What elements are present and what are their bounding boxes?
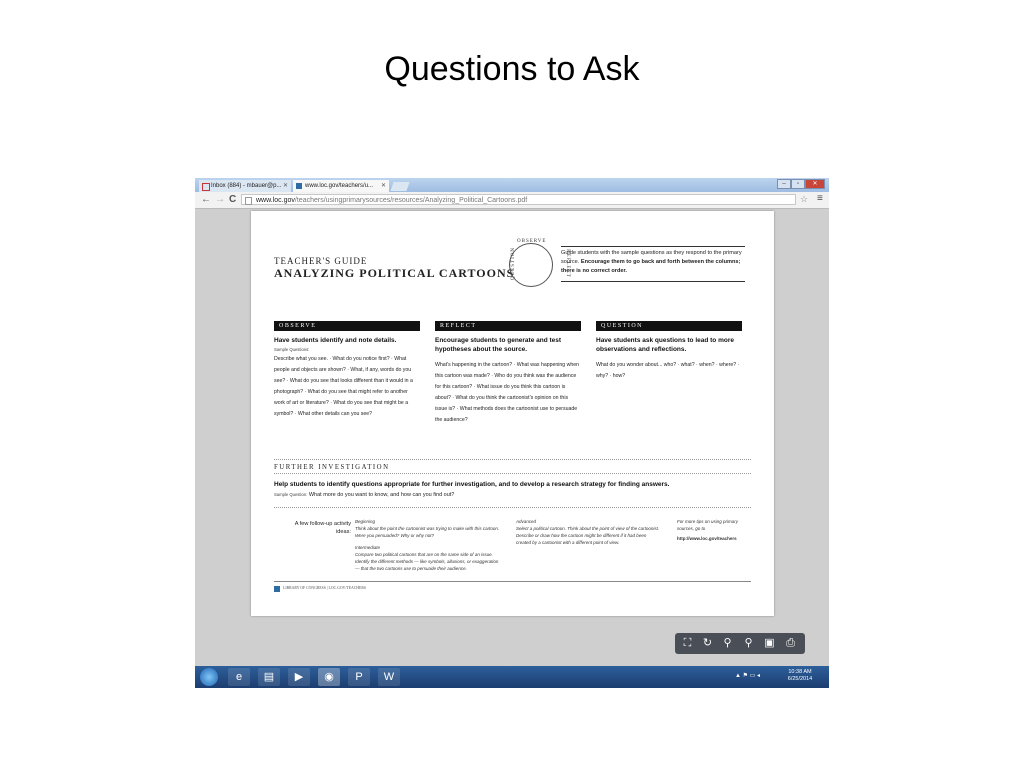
powerpoint-icon[interactable]: P [348,668,370,686]
fit-page-icon[interactable]: ⛶ [683,637,692,649]
url-path: /teachers/usingprimarysources/resources/Analyzing_Political_Cartoons.pdf [294,197,528,204]
forward-button[interactable]: → [215,194,225,205]
level-label: Beginning [355,519,376,524]
url-input[interactable] [241,194,796,205]
level-label: Advanced [516,519,537,524]
followup-beginning [355,518,501,572]
column-heading: Have students ask questions to lead to more observations and reflections. [596,337,734,353]
loc-logo [274,586,280,592]
sample-label: Sample Question: [274,492,308,497]
new-tab-button[interactable] [390,182,409,191]
tab-bar [195,178,829,192]
divider-dotted [274,507,751,509]
sample-text: What more do you want to know, and how can you find out? [308,492,455,498]
intro-bold: Encourage them to go back and forth between the columns; there is no correct order. [561,259,741,274]
circle-word-question: QUESTION [511,247,516,280]
media-player-icon[interactable]: ▶ [288,668,310,686]
back-button[interactable]: ← [201,194,211,205]
column-label: OBSERVE [274,321,420,331]
column-label: QUESTION [596,321,742,331]
divider-dotted [274,459,751,461]
tab-gmail[interactable] [199,180,291,192]
column-label: REFLECT [435,321,581,331]
column-question [596,321,742,382]
followup-tips [677,518,752,542]
url-domain: www.loc.gov [256,197,295,204]
level-text: Select a political cartoon. Think about the point of view of the cartoonist. Describe or draw how the cartoon might be different if it had been created by a cartoonist with a different point of view. [516,526,660,545]
circle-word-reflect: REFLECT [564,249,570,278]
level-label: Intermediate [355,545,381,550]
rotate-icon[interactable]: ↻ [702,637,713,649]
print-icon[interactable]: ⎙ [786,637,795,649]
further-sample [274,492,454,498]
intro-text [561,249,753,276]
tab-loc[interactable] [293,180,389,192]
internet-explorer-icon[interactable]: e [228,668,250,686]
column-body: What's happening in the cartoon? · What was happening when this cartoon was made? · Who do you think was the audience for this cartoon? · What issue do you think this cartoon is about? · What do you think the cartoonist's opinion on this issue is? · What methods does the cartoonist use to persuade the audience? [435,362,580,423]
intro-rule-bottom [561,281,745,282]
column-body: Describe what you see. · What do you notice first? · What people and objects are shown? · What, if any, words do you see? · What do you see that looks different than it would in a photograph? · What do you see that might refer to another work of art or literature? · What do you see that might be a symbol? · What other details can you see? [274,356,413,417]
column-heading: Have students identify and note details. [274,337,397,344]
chrome-icon[interactable]: ◉ [318,668,340,686]
clock-time: 10:38 AM [788,669,812,675]
tips-link[interactable]: http://www.loc.gov/teachers [677,536,737,541]
zoom-in-icon[interactable]: ⚲ [744,637,753,649]
level-text: Compare two political cartoons that are on the same side of an issue. Identify the different methods — like symbols, allusions, or exaggeration — that the two cartoons use to persuade their audience. [355,552,499,571]
gmail-icon [202,183,210,191]
address-toolbar [195,192,829,209]
minimize-button[interactable]: – [777,179,791,189]
further-title: FURTHER INVESTIGATION [274,464,390,471]
loc-favicon-icon [296,183,302,189]
menu-icon[interactable]: ≡ [817,193,823,204]
tips-text: For more tips on using primary sources, go to [677,519,739,531]
column-heading: Encourage students to generate and test hypotheses about the source. [435,337,562,353]
further-heading: Help students to identify questions appropriate for further investigation, and to develop a research strategy for finding answers. [274,481,670,488]
followup-advanced [516,518,661,546]
save-icon[interactable]: ▣ [764,637,775,649]
intro-plain: Guide students with the sample questions as they respond to the primary source. [561,250,742,265]
clock-date: 6/25/2014 [787,676,813,682]
start-button[interactable] [200,668,218,686]
bookmark-star-icon[interactable]: ☆ [800,194,809,204]
page-icon [245,197,252,205]
system-tray-icons[interactable]: ▲ ⚑ ▭ ◂ [735,673,760,679]
taskbar-clock[interactable] [780,669,820,683]
reload-button[interactable]: C [229,194,237,205]
intro-rule-top [561,246,745,247]
divider-dotted [274,473,751,475]
tab-close-icon[interactable]: ✕ [380,183,386,189]
tab-gmail-label: Inbox (884) - mbauer@p... [211,183,282,189]
column-body: What do you wonder about... who? · what? · when? · where? · why? · how? [596,362,740,379]
browser-screenshot [195,178,829,688]
windows-taskbar [195,666,829,688]
guide-label: TEACHER'S GUIDE [274,256,368,266]
pdf-page [251,211,774,616]
tab-loc-label: www.loc.gov/teachers/u... [305,183,374,189]
circle-word-observe: OBSERVE [517,239,547,244]
slide-title: Questions to Ask [384,50,640,88]
guide-title: ANALYZING POLITICAL CARTOONS [274,266,515,280]
column-observe [274,321,420,420]
file-explorer-icon[interactable]: ▤ [258,668,280,686]
column-sub: Sample Questions: [274,347,310,352]
footer-text: LIBRARY OF CONGRESS | LOC.GOV/TEACHERS [283,586,367,590]
followup-label: A few follow-up activity ideas: [294,521,351,535]
column-reflect [435,321,581,426]
level-text: Think about the point the cartoonist was trying to make with this cartoon. Were you persuaded? Why or why not? [355,526,500,538]
maximize-button[interactable]: ▫ [791,179,805,189]
pdf-toolbar [675,633,805,654]
word-icon[interactable]: W [378,668,400,686]
tab-close-icon[interactable]: ✕ [282,183,288,189]
zoom-out-icon[interactable]: ⚲ [723,637,732,649]
close-window-button[interactable]: ✕ [805,179,825,189]
footer-rule [274,581,751,582]
